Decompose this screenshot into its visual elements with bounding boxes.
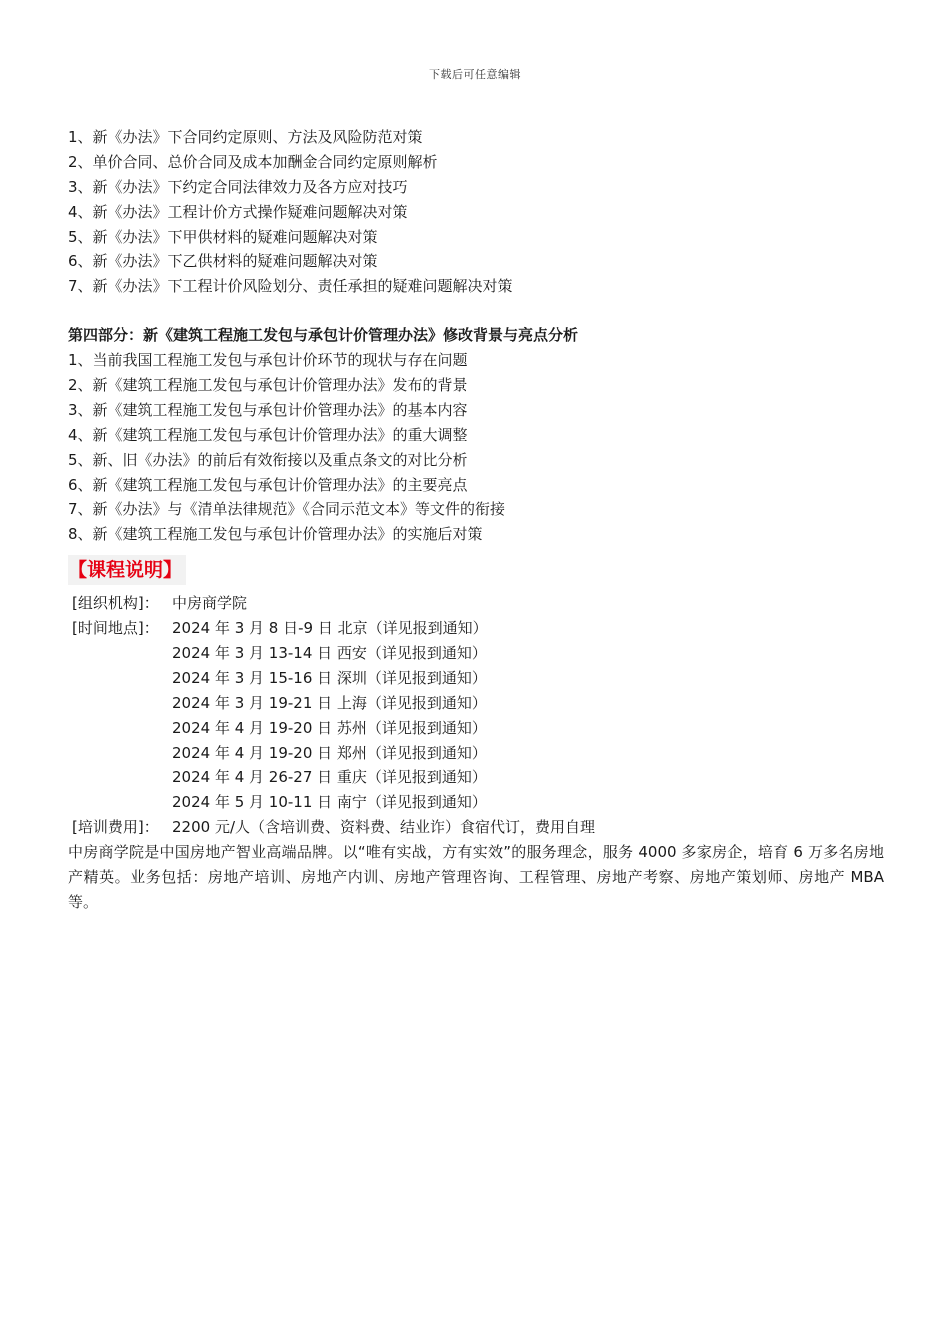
schedule-item: 2024 年 4 月 19-20 日 苏州（详见报到通知） [172,718,487,737]
list-item: 5、新、旧《办法》的前后有效衔接以及重点条文的对比分析 [68,450,468,469]
list-item: 1、当前我国工程施工发包与承包计价环节的现状与存在问题 [68,351,468,370]
fee-value: 2200 元/人（含培训费、资料费、结业诈）食宿代订，费用自理 [172,818,595,837]
schedule-item: 2024 年 5 月 10-11 日 南宁（详见报到通知） [172,793,487,812]
list-item: 7、新《办法》下工程计价风险划分、责任承担的疑难问题解决对策 [68,277,513,296]
list-item: 4、新《办法》工程计价方式操作疑难问题解决对策 [68,202,408,221]
schedule-item: 2024 年 3 月 13-14 日 西安（详见报到通知） [172,644,487,663]
schedule-item: 2024 年 4 月 26-27 日 重庆（详见报到通知） [172,768,487,787]
org-value: 中房商学院 [172,594,248,613]
org-row [68,591,888,616]
list-item: 4、新《建筑工程施工发包与承包计价管理办法》的重大调整 [68,425,468,444]
section3-list [68,125,888,299]
list-item: 2、新《建筑工程施工发包与承包计价管理办法》发布的背景 [68,376,468,395]
list-item: 5、新《办法》下甲供材料的疑难问题解决对策 [68,227,378,246]
schedule-row [68,765,888,790]
list-item: 6、新《建筑工程施工发包与承包计价管理办法》的主要亮点 [68,475,468,494]
time-label: [时间地点]： [72,619,159,638]
section4 [68,323,888,547]
schedule-row [68,790,888,815]
list-item: 7、新《办法》与《清单法律规范》《合同示范文本》等文件的衔接 [68,500,506,519]
list-item: 6、新《办法》下乙供材料的疑难问题解决对策 [68,252,378,271]
fee-row [68,815,888,840]
course-title: 【课程说明】 [68,555,186,585]
schedule-row [68,716,888,741]
schedule-row [68,691,888,716]
document-body [68,125,888,915]
list-item: 1、新《办法》下合同约定原则、方法及风险防范对策 [68,128,423,146]
org-label: [组织机构]： [72,594,159,613]
section-heading: 第四部分：新《建筑工程施工发包与承包计价管理办法》修改背景与亮点分析 [68,326,579,345]
schedule-row [68,641,888,666]
course-info [68,591,888,840]
list-item: 3、新《建筑工程施工发包与承包计价管理办法》的基本内容 [68,400,468,419]
list-item: 3、新《办法》下约定合同法律效力及各方应对技巧 [68,177,408,196]
schedule-row [68,666,888,691]
schedule-item: 2024 年 3 月 8 日-9 日 北京（详见报到通知） [172,619,488,638]
schedule-item: 2024 年 3 月 19-21 日 上海（详见报到通知） [172,693,487,712]
schedule-row [68,616,888,641]
list-item: 2、单价合同、总价合同及成本加酬金合同约定原则解析 [68,152,438,171]
about-paragraph: 中房商学院是中国房地产智业高端品牌。以“唯有实战，方有实效”的服务理念，服务 4000 多家房企，培育 6 万多名房地产精英。业务包括：房地产培训、房地产内训、房地产管理咨询、工程管理、房地产考察、房地产策划师、房地产 MBA 等。 [68,843,884,911]
list-item: 8、新《建筑工程施工发包与承包计价管理办法》的实施后对策 [68,525,483,544]
schedule-row [68,741,888,766]
page-header: 下载后可任意编辑 [429,68,521,81]
fee-label: [培训费用]： [72,818,159,837]
schedule-item: 2024 年 4 月 19-20 日 郑州（详见报到通知） [172,743,487,762]
schedule-item: 2024 年 3 月 15-16 日 深圳（详见报到通知） [172,668,487,687]
